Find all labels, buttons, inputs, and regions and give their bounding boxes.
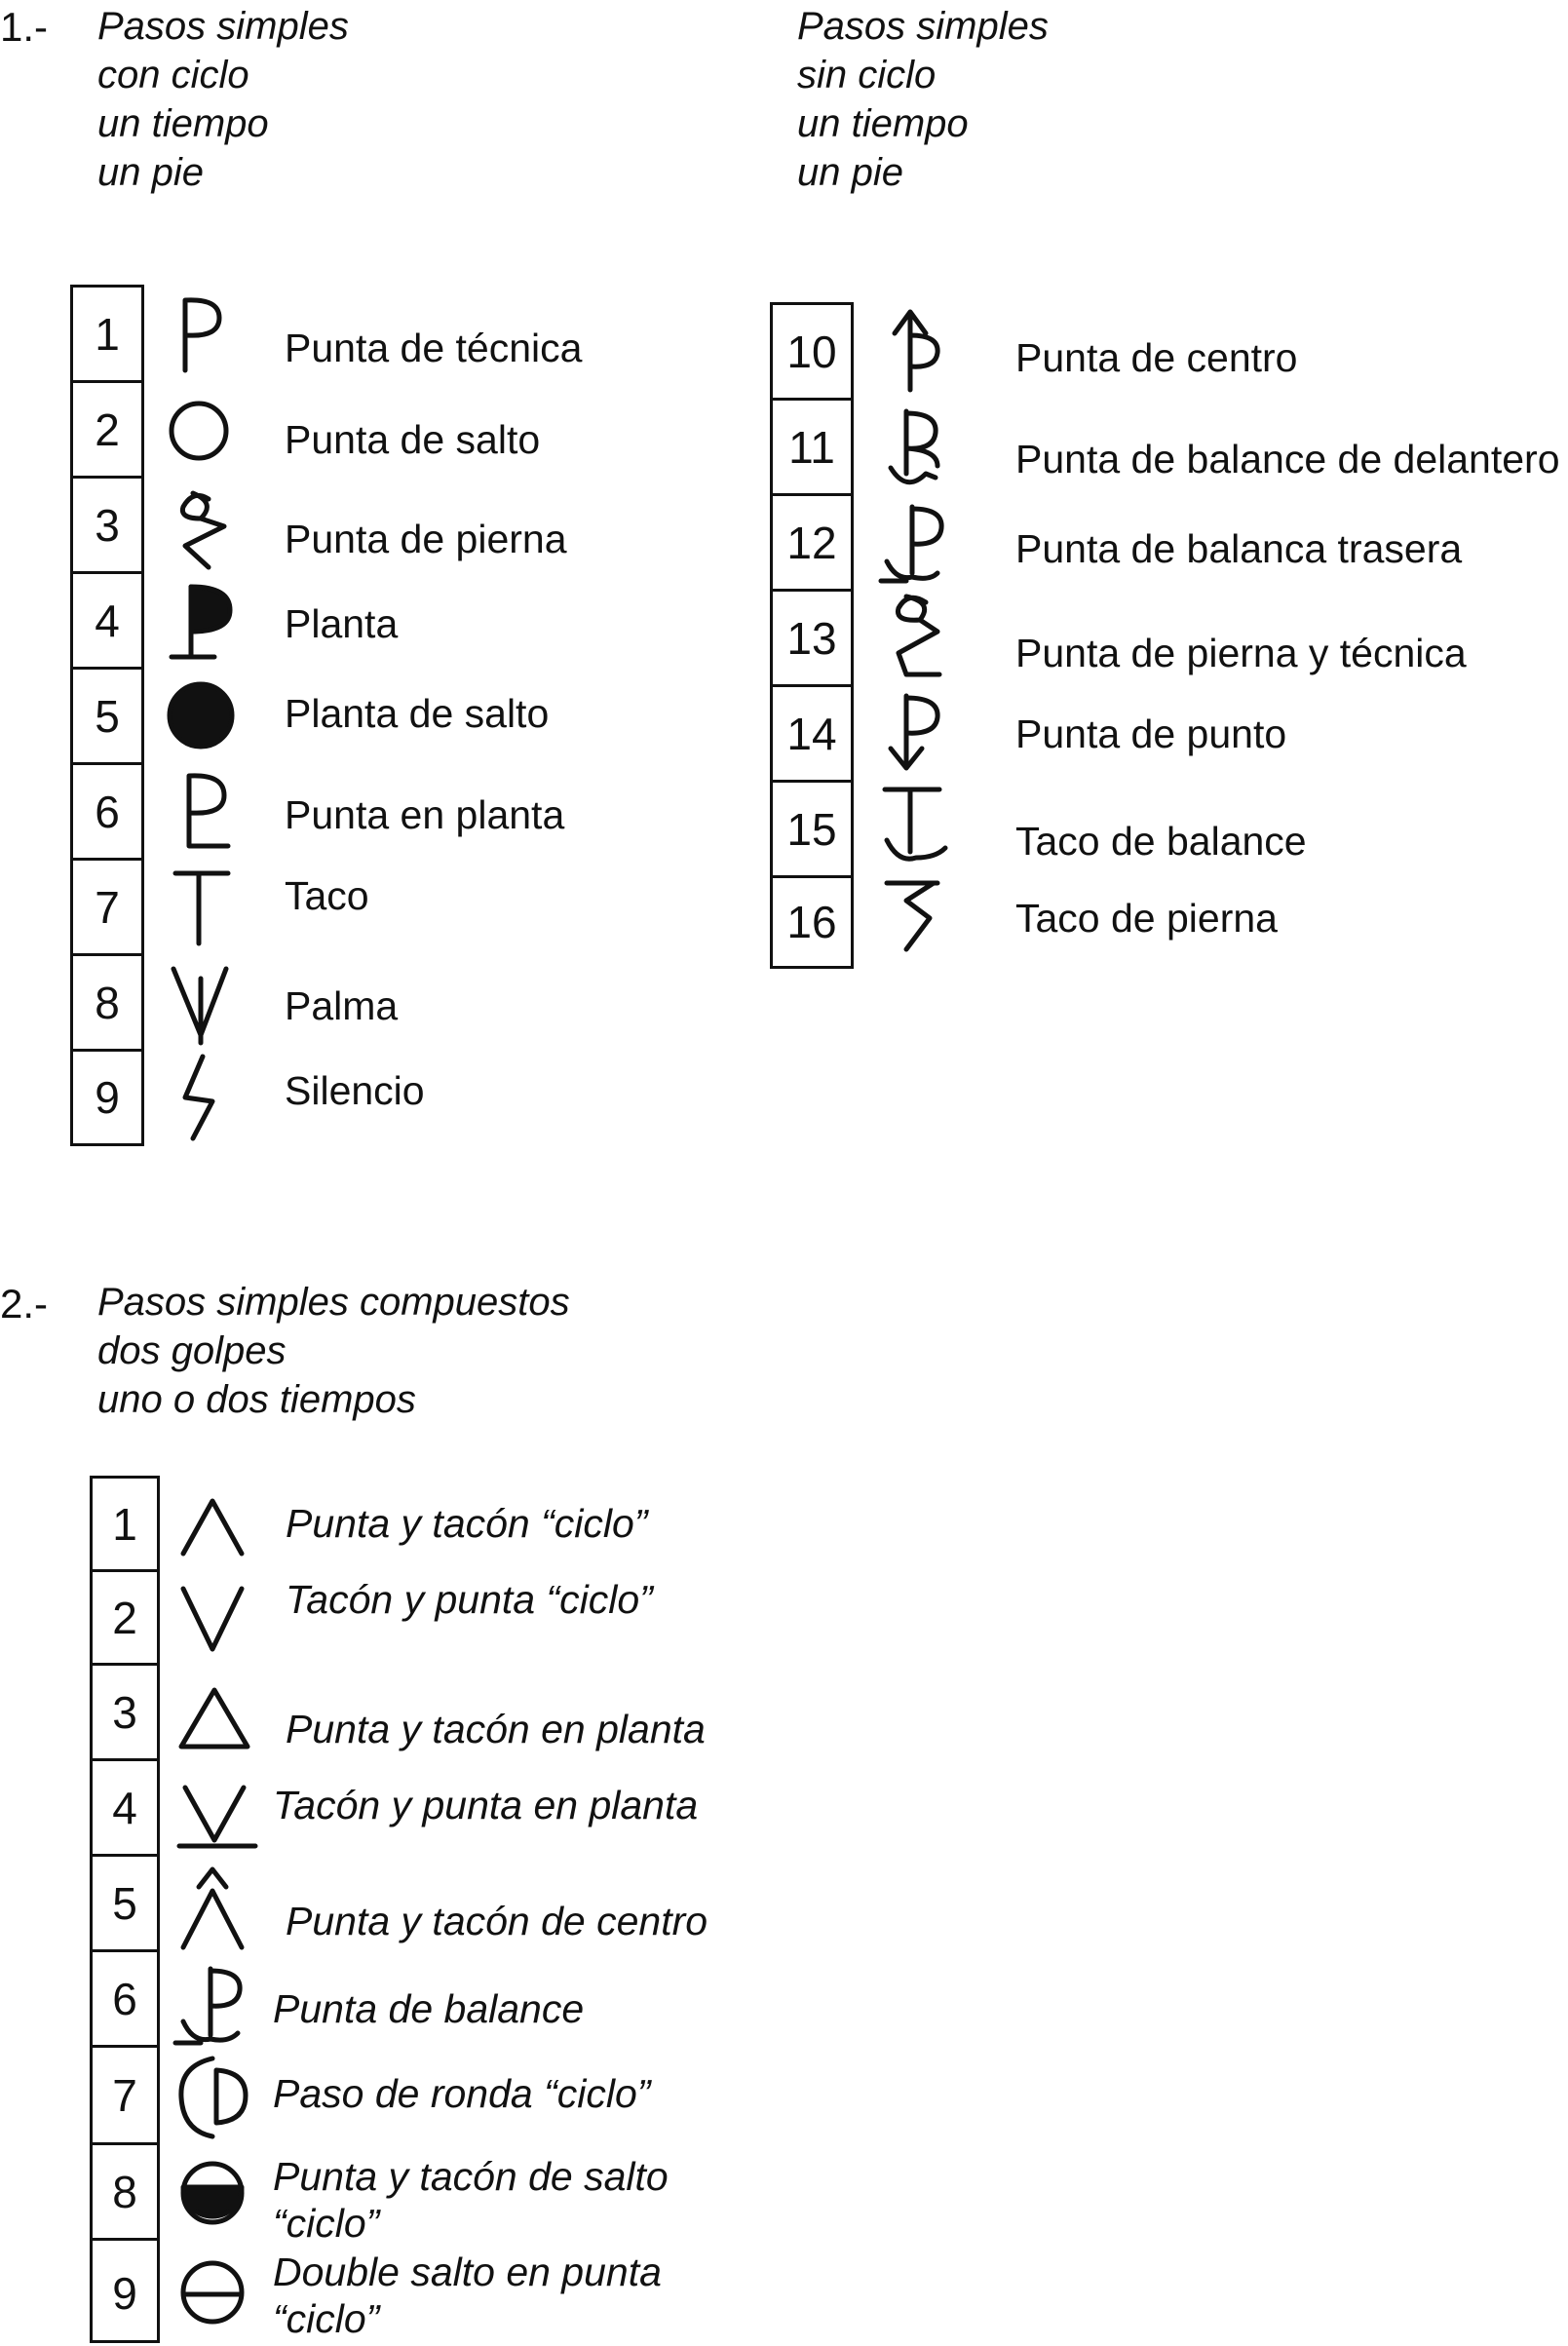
step-label: Punta de punto bbox=[1015, 711, 1287, 756]
section2-number-column bbox=[90, 1476, 160, 2343]
heading-line: un pie bbox=[97, 151, 204, 194]
trident-icon bbox=[166, 961, 244, 1054]
row-number: 2 bbox=[93, 1572, 157, 1666]
row-number: 12 bbox=[773, 496, 851, 592]
section1-left-heading bbox=[97, 2, 349, 197]
heel-leg-icon bbox=[877, 873, 955, 971]
step-label: Punta y tacón en planta bbox=[286, 1707, 706, 1751]
row-number: 9 bbox=[112, 2268, 137, 2319]
double-caret-icon bbox=[177, 1864, 255, 1961]
step-label: Punta de centro bbox=[1015, 335, 1298, 380]
row-number: 8 bbox=[73, 956, 141, 1052]
step-label: Punta de balance de delantero bbox=[1015, 437, 1560, 481]
circle-icon bbox=[166, 392, 234, 475]
row-number: 10 bbox=[773, 305, 851, 401]
heel-balance-icon bbox=[877, 780, 965, 877]
row-number: 15 bbox=[773, 783, 851, 878]
step-label: Punta y tacón de salto bbox=[273, 2154, 669, 2199]
row-number: 8 bbox=[93, 2145, 157, 2241]
step-label: Palma bbox=[285, 983, 399, 1028]
p-stem-icon bbox=[166, 292, 234, 380]
p-with-anchor-icon bbox=[168, 1961, 255, 2058]
heading-line: un pie bbox=[797, 151, 903, 194]
heading-line: dos golpes bbox=[97, 1329, 287, 1372]
half-filled-circle-icon bbox=[177, 2158, 255, 2236]
row-number: 7 bbox=[73, 861, 141, 956]
zigzag-icon bbox=[166, 1051, 234, 1148]
row-number: 14 bbox=[773, 687, 851, 783]
caret-down-icon bbox=[177, 1579, 255, 1662]
leg-and-technique-icon bbox=[877, 589, 955, 691]
section2-heading bbox=[97, 1278, 570, 1424]
p-with-arrowhead-icon bbox=[877, 304, 955, 402]
step-label: Punta y tacón “ciclo” bbox=[286, 1501, 648, 1546]
left-number-column bbox=[70, 285, 144, 1146]
step-label: Punta en planta bbox=[285, 792, 565, 837]
row-number: 13 bbox=[773, 592, 851, 687]
step-label: Planta de salto bbox=[285, 691, 550, 736]
section1-right-heading bbox=[797, 2, 1049, 197]
triangle-up-icon bbox=[172, 1680, 259, 1763]
heading-line: Pasos simples compuestos bbox=[97, 1281, 570, 1324]
heading-line: con ciclo bbox=[97, 54, 249, 96]
filled-flag-icon bbox=[166, 581, 244, 669]
caret-up-icon bbox=[177, 1493, 255, 1566]
row-number: 6 bbox=[93, 1952, 157, 2048]
row-number: 4 bbox=[73, 574, 141, 670]
step-label: Punta de técnica bbox=[285, 326, 583, 370]
circled-d-icon bbox=[173, 2053, 261, 2150]
row-number: 11 bbox=[773, 401, 851, 496]
row-number: 1 bbox=[73, 288, 141, 383]
step-label: Planta bbox=[285, 601, 399, 646]
row-number: 9 bbox=[95, 1072, 120, 1123]
heading-line: sin ciclo bbox=[797, 54, 937, 96]
p-with-base-icon bbox=[166, 768, 244, 861]
step-label: Double salto en punta bbox=[273, 2250, 662, 2294]
step-label: Punta de pierna bbox=[285, 517, 567, 561]
step-label: Taco de pierna bbox=[1015, 896, 1278, 941]
row-number: 2 bbox=[73, 383, 141, 479]
heading-line: uno o dos tiempos bbox=[97, 1378, 416, 1421]
p-with-hook-icon bbox=[877, 404, 955, 501]
filled-circle-icon bbox=[166, 674, 239, 757]
section1-number: 1.- bbox=[0, 4, 49, 50]
step-label: Silencio bbox=[285, 1068, 425, 1113]
right-number-column bbox=[770, 302, 854, 969]
row-number: 4 bbox=[93, 1761, 157, 1857]
step-label: Punta de salto bbox=[285, 417, 541, 462]
step-label: Punta de balance bbox=[273, 1986, 585, 2031]
t-icon bbox=[166, 865, 244, 953]
row-number: 3 bbox=[93, 1666, 157, 1761]
heading-line: Pasos simples bbox=[797, 5, 1049, 48]
step-label-continued: “ciclo” bbox=[273, 2296, 380, 2341]
p-with-down-arrow-icon bbox=[877, 688, 955, 786]
row-number: 1 bbox=[93, 1479, 157, 1572]
leg-loop-icon bbox=[166, 485, 234, 578]
heading-line: Pasos simples bbox=[97, 5, 349, 48]
row-number: 16 bbox=[786, 897, 837, 947]
heading-line: un tiempo bbox=[797, 102, 969, 145]
circle-with-bar-icon bbox=[177, 2257, 255, 2335]
step-label: Taco de balance bbox=[1015, 819, 1307, 864]
step-label: Paso de ronda “ciclo” bbox=[273, 2071, 651, 2116]
step-label: Punta de pierna y técnica bbox=[1015, 631, 1467, 675]
step-label: Tacón y punta “ciclo” bbox=[286, 1577, 653, 1622]
step-label-continued: “ciclo” bbox=[273, 2201, 380, 2246]
row-number: 3 bbox=[73, 479, 141, 574]
row-number: 6 bbox=[73, 765, 141, 861]
heading-line: un tiempo bbox=[97, 102, 269, 145]
step-label: Tacón y punta en planta bbox=[273, 1783, 699, 1827]
row-number: 5 bbox=[73, 670, 141, 765]
v-with-base-icon bbox=[172, 1780, 259, 1863]
row-number: 7 bbox=[93, 2048, 157, 2145]
section2-number: 2.- bbox=[0, 1281, 49, 1327]
row-number: 5 bbox=[93, 1857, 157, 1952]
p-with-anchor-icon bbox=[877, 499, 955, 596]
step-label: Punta y tacón de centro bbox=[286, 1899, 708, 1943]
step-label: Punta de balanca trasera bbox=[1015, 526, 1463, 571]
step-label: Taco bbox=[285, 873, 369, 918]
